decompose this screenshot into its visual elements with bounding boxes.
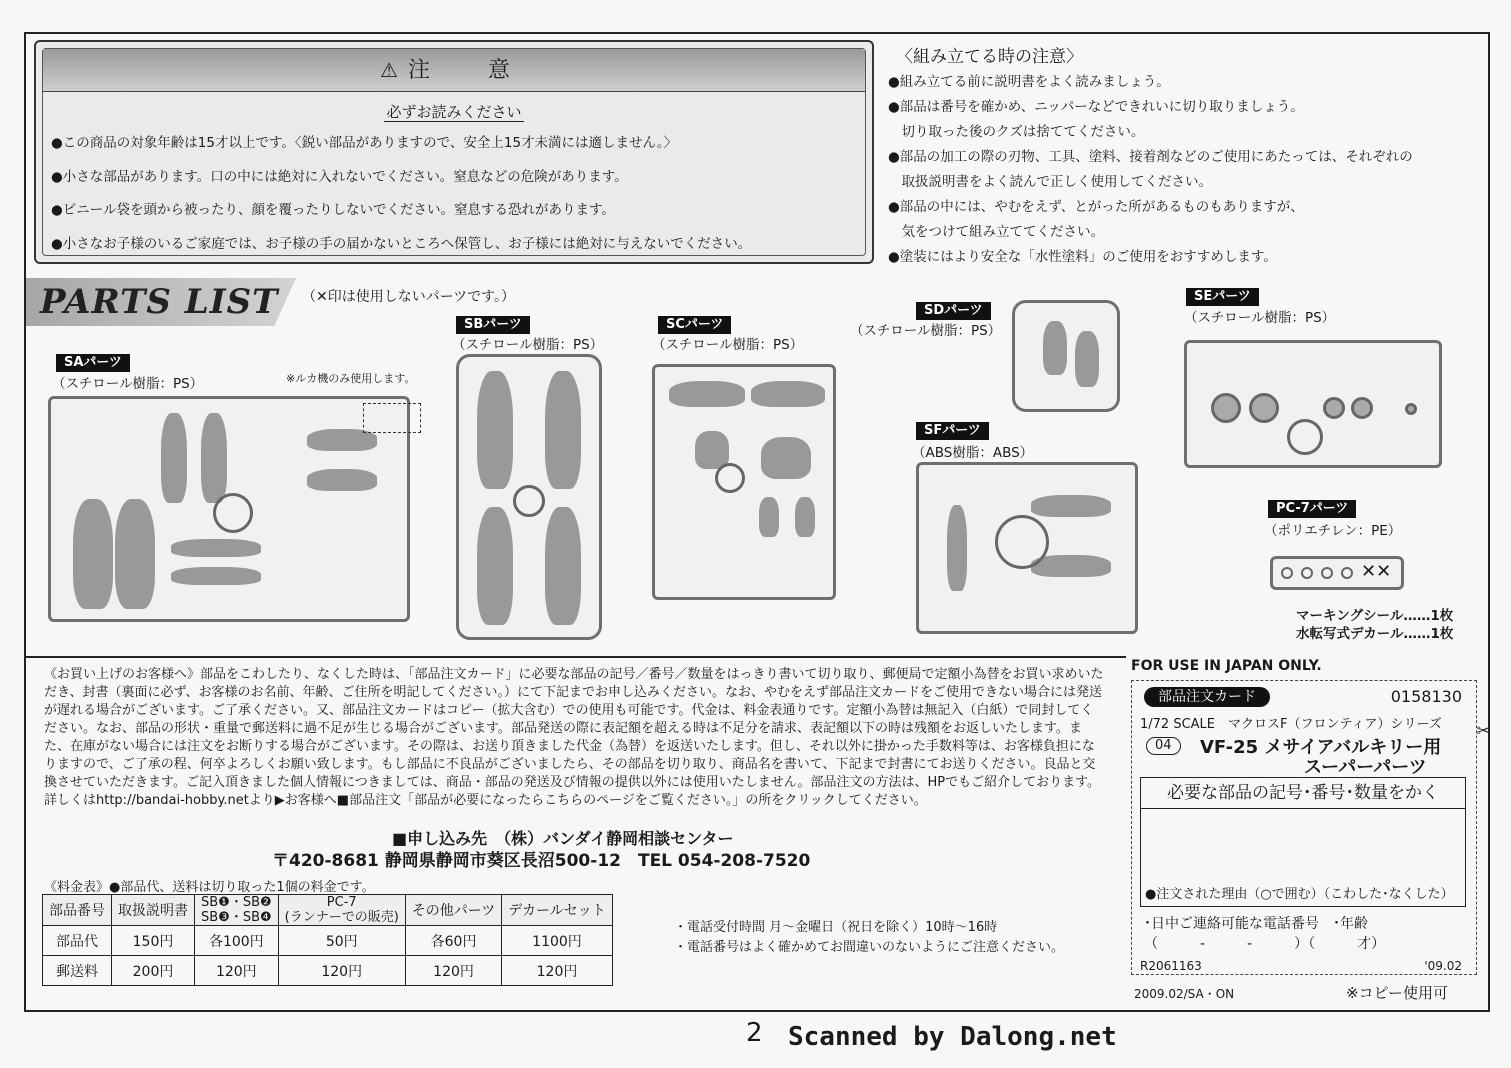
runner-tag-sf: SFパーツ <box>916 422 989 440</box>
card-year: '09.02 <box>1424 959 1462 973</box>
card-field-title: 必要な部品の記号･番号･数量をかく <box>1141 778 1465 809</box>
fee-cell: 各100円 <box>195 926 279 956</box>
page-number: 2 <box>746 1018 763 1048</box>
runner-tag-sa: SAパーツ <box>56 354 130 372</box>
card-phone-fill: （ - - ）（ 才） <box>1144 936 1386 952</box>
address: 〒420-8681 静岡県静岡市葵区長沼500-12 TEL 054-208-7520 <box>272 851 811 871</box>
fee-cell: 各60円 <box>405 926 501 956</box>
extra-sticker: マーキングシール……1枚 <box>1296 608 1454 624</box>
fee-cell: 120円 <box>195 956 279 986</box>
fee-cell: 200円 <box>112 956 195 986</box>
luca-note: ※ルカ機のみ使用します。 <box>286 372 416 385</box>
runner-tag-se: SEパーツ <box>1186 288 1259 306</box>
card-phone-label: ･日中ご連絡可能な電話番号 ･年齢 <box>1144 916 1368 932</box>
fee-header: 取扱説明書 <box>112 895 195 926</box>
card-product: VF-25 メサイアバルキリー用 <box>1200 737 1442 758</box>
caution-title: ⚠ 注 意 <box>43 49 865 92</box>
assembly-line: ●塗装にはより安全な「水性塗料」のご使用をおすすめします。 <box>888 249 1277 265</box>
runner-material-se: （スチロール樹脂：PS） <box>1184 310 1336 326</box>
card-reason: ●注文された理由（○で囲む）（こわした･なくした） <box>1145 887 1454 902</box>
phone-note: ・電話番号はよく確かめてお間違いのないようにご注意ください。 <box>674 940 1065 955</box>
runner-tag-sc: SCパーツ <box>658 316 731 334</box>
caution-item: ●この商品の対象年齢は15才以上です。〈鋭い部品がありますので、安全上15才未満には適しません。〉 <box>51 135 678 151</box>
caution-item: ●ビニール袋を頭から被ったり、顔を覆ったりしないでください。窒息する恐れがあります。 <box>51 202 615 218</box>
fee-cell: 120円 <box>278 956 405 986</box>
divider <box>24 656 1126 658</box>
runner-sc <box>652 364 836 600</box>
assembly-line: 切り取った後のクズは捨ててください。 <box>888 124 1145 140</box>
runner-material-sb: （スチロール樹脂：PS） <box>452 337 604 353</box>
extra-decal: 水転写式デカール……1枚 <box>1296 626 1454 642</box>
runner-se <box>1184 340 1442 468</box>
fee-header: デカールセット <box>502 895 612 926</box>
assembly-title: 〈組み立てる時の注意〉 <box>896 47 1083 67</box>
runner-tag-sb: SBパーツ <box>456 316 530 334</box>
runner-material-sd: （スチロール樹脂：PS） <box>850 323 1002 339</box>
order-card <box>1131 680 1490 975</box>
runner-material-sc: （スチロール樹脂：PS） <box>652 337 804 353</box>
card-footer-right: ※コピー使用可 <box>1346 984 1448 1002</box>
runner-material-sa: （スチロール樹脂：PS） <box>52 376 204 392</box>
fee-header: 部品番号 <box>43 895 112 926</box>
fee-header: その他パーツ <box>405 895 501 926</box>
card-tag: 部品注文カード <box>1144 687 1270 707</box>
runner-sa <box>48 396 410 622</box>
assembly-line: ●部品は番号を確かめ、ニッパーなどできれいに切り取りましょう。 <box>888 99 1304 115</box>
assembly-line: ●部品の加工の際の刃物、工具、塗料、接着剤などのご使用にあたっては、それぞれの <box>888 149 1413 165</box>
card-number: 04 <box>1146 737 1181 755</box>
runner-material-pc7: （ポリエチレン：PE） <box>1264 523 1402 539</box>
fee-cell: 150円 <box>112 926 195 956</box>
fee-cell: 部品代 <box>43 926 112 956</box>
assembly-line: ●部品の中には、やむをえず、とがった所があるものもありますが、 <box>888 199 1304 215</box>
card-field[interactable] <box>1140 777 1466 907</box>
scan-credit: Scanned by Dalong.net <box>788 1022 1117 1052</box>
runner-sd <box>1012 300 1120 412</box>
assembly-line: 気をつけて組み立ててください。 <box>888 224 1104 240</box>
runner-tag-pc7: PC-7パーツ <box>1268 500 1356 518</box>
warning-icon: ⚠ <box>380 58 398 82</box>
caution-item: ●小さな部品があります。口の中には絶対に入れないでください。窒息などの危険があります。 <box>51 169 628 185</box>
assembly-line: 取扱説明書をよく読んで正しく使用してください。 <box>888 174 1212 190</box>
card-footer-left: 2009.02/SA・ON <box>1134 987 1235 1001</box>
fee-header: PC-7 (ランナーでの販売) <box>278 895 405 926</box>
caution-box <box>34 40 874 264</box>
caution-item: ●小さなお子様のいるご家庭では、お子様の手の届かないところへ保管し、お子様には絶対に与えないでください。 <box>51 236 752 252</box>
fee-table <box>42 894 613 986</box>
scissors-icon: ✂ <box>1476 721 1490 740</box>
fee-cell: 120円 <box>502 956 612 986</box>
parts-list-title: PARTS LIST <box>40 282 279 322</box>
runner-material-sf: （ABS樹脂：ABS） <box>912 445 1034 461</box>
caution-subtitle: 必ずお読みください <box>386 103 522 121</box>
apply-to: ■申し込み先 （株）バンダイ静岡相談センター <box>392 829 734 848</box>
fee-cell: 郵送料 <box>43 956 112 986</box>
order-paragraph: 《お買い上げのお客様へ》部品をこわしたり、なくした時は、「部品注文カード」に必要な部品の記号／番号／数量をはっきり書いて切り取り、郵便局で定額小為替をお買い求めいただき、封書（裏面に必ず、お客様のお名前、年齢、ご住所を明記してください。）にて下記までお申し込みください。なお、やむをえず部品注文カードをご使用できない場合には発送が遅れる場合がございます。ご了承ください。又、部品注文カードはコピー（拡大含む）での使用も可能です。代金は、料金表通りです。定額小為替は無記入（白紙）で同封してください。なお、部品の形状・重量で郵送料に過不足が生じる場合がございます。部品発送の際に表記額を超える時は不足分を請求、表記額以下の時は残額をお返しいたします。また、在庫がない場合には注文をお断りする場合がございます。その際は、お送り頂きました代金（為替）を返送いたします。但し、それ以外に掛かった手数料等は、お客様負担になりますので、ご了承の程、何卒よろしくお願い致します。もし部品に不良品がございましたら、その部品を切り取り、商品名を書いて、下記まで封書にてお送りください。良品と交換させていただきます。ご記入頂きました個人情報につきましては、商品・部品の発送及び情報の提供以外には使用いたしません。部品注文の方法は、HPでもご紹介しております。詳しくはhttp://bandai-hobby.netより▶お客様へ■部品注文「部品が必要になったらこちらのページをご覧ください。」の所をクリックしてください。 <box>44 667 1104 808</box>
fee-cell: 50円 <box>278 926 405 956</box>
runner-pc7: ✕✕ <box>1270 556 1404 590</box>
card-product2: スーパーパーツ <box>1304 757 1427 778</box>
fee-cell: 120円 <box>405 956 501 986</box>
phone-hours: ・電話受付時間 月〜金曜日（祝日を除く）10時〜16時 <box>674 920 998 935</box>
fee-title: 《料金表》●部品代、送料は切り取った1個の料金です。 <box>44 880 375 895</box>
assembly-line: ●組み立てる前に説明書をよく読みましょう。 <box>888 74 1170 90</box>
fee-header: SB❶・SB❷ SB❸・SB❹ <box>195 895 279 926</box>
card-scale: 1/72 SCALE マクロスF（フロンティア）シリーズ <box>1140 717 1442 732</box>
runner-sb <box>456 354 602 640</box>
parts-list-note: （✕印は使用しないパーツです。） <box>302 289 516 305</box>
fee-cell: 1100円 <box>502 926 612 956</box>
card-serial: R2061163 <box>1140 959 1202 973</box>
card-code: 0158130 <box>1390 687 1462 706</box>
runner-tag-sd: SDパーツ <box>916 302 991 320</box>
runner-sf <box>916 462 1138 634</box>
for-use-japan: FOR USE IN JAPAN ONLY. <box>1131 658 1322 674</box>
